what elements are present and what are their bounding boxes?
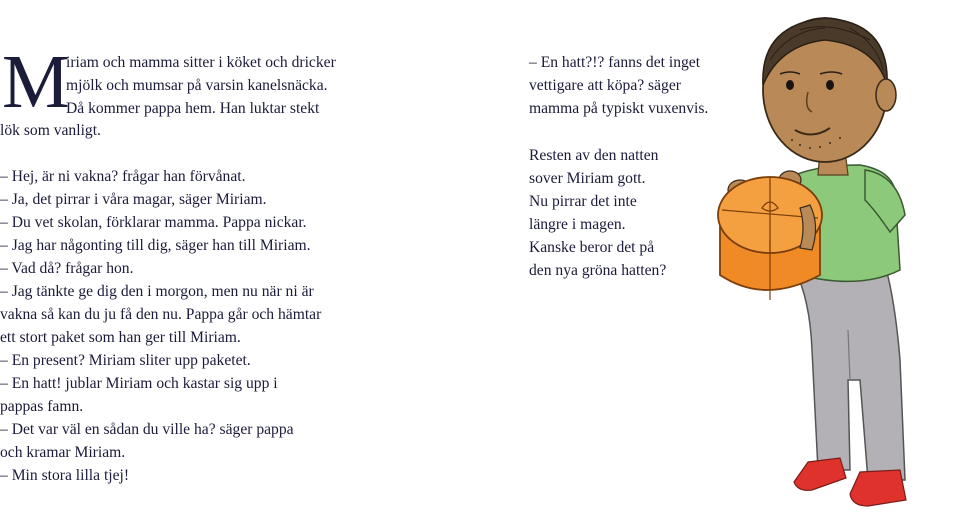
dialogue-line: pappas famn. bbox=[0, 398, 84, 415]
intro-line: lök som vanligt. bbox=[0, 122, 101, 139]
paragraph-line: Kanske beror det på bbox=[529, 239, 655, 256]
intro-line: mjölk och mumsar på varsin kanelsnäcka. bbox=[66, 77, 328, 94]
dialogue-line: ett stort paket som han ger till Miriam. bbox=[0, 329, 241, 346]
paragraph-line: sover Miriam gott. bbox=[529, 170, 646, 187]
paragraph-line: den nya gröna hatten? bbox=[529, 262, 667, 279]
father-with-hatbox-illustration bbox=[700, 0, 960, 520]
intro-line: Då kommer pappa hem. Han luktar stekt bbox=[66, 100, 320, 117]
dialogue-line: – Ja, det pirrar i våra magar, säger Miriam. bbox=[0, 191, 267, 208]
paragraph-line: – En hatt?!? fanns det inget bbox=[529, 54, 701, 71]
dialogue-line: vakna så kan du ju få den nu. Pappa går och hämtar bbox=[0, 306, 322, 323]
paragraph-line: vettigare att köpa? säger bbox=[529, 77, 681, 94]
paragraph-line: Nu pirrar det inte bbox=[529, 193, 637, 210]
dialogue-line: – En hatt! jublar Miriam och kastar sig upp i bbox=[0, 375, 278, 392]
dialogue-line: – Det var väl en sådan du ville ha? säger pappa bbox=[0, 421, 294, 438]
dialogue-line: – Du vet skolan, förklarar mamma. Pappa nickar. bbox=[0, 214, 307, 231]
dialogue-line: – Min stora lilla tjej! bbox=[0, 467, 130, 484]
intro-line: iriam och mamma sitter i köket och dricker bbox=[66, 54, 336, 71]
dialogue-line: – Jag har någonting till dig, säger han till Miriam. bbox=[0, 237, 311, 254]
paragraph-line: mamma på typiskt vuxenvis. bbox=[529, 100, 709, 117]
dialogue-line: – En present? Miriam sliter upp paketet. bbox=[0, 352, 251, 369]
dialogue-line: – Hej, är ni vakna? frågar han förvånat. bbox=[0, 168, 246, 185]
dialogue-line: – Jag tänkte ge dig den i morgon, men nu när ni är bbox=[0, 283, 314, 300]
dialogue-line: och kramar Miriam. bbox=[0, 444, 126, 461]
paragraph-line: Resten av den natten bbox=[529, 147, 659, 164]
dialogue-line: – Vad då? frågar hon. bbox=[0, 260, 134, 277]
paragraph-line: längre i magen. bbox=[529, 216, 626, 233]
drop-cap: M bbox=[2, 40, 68, 124]
